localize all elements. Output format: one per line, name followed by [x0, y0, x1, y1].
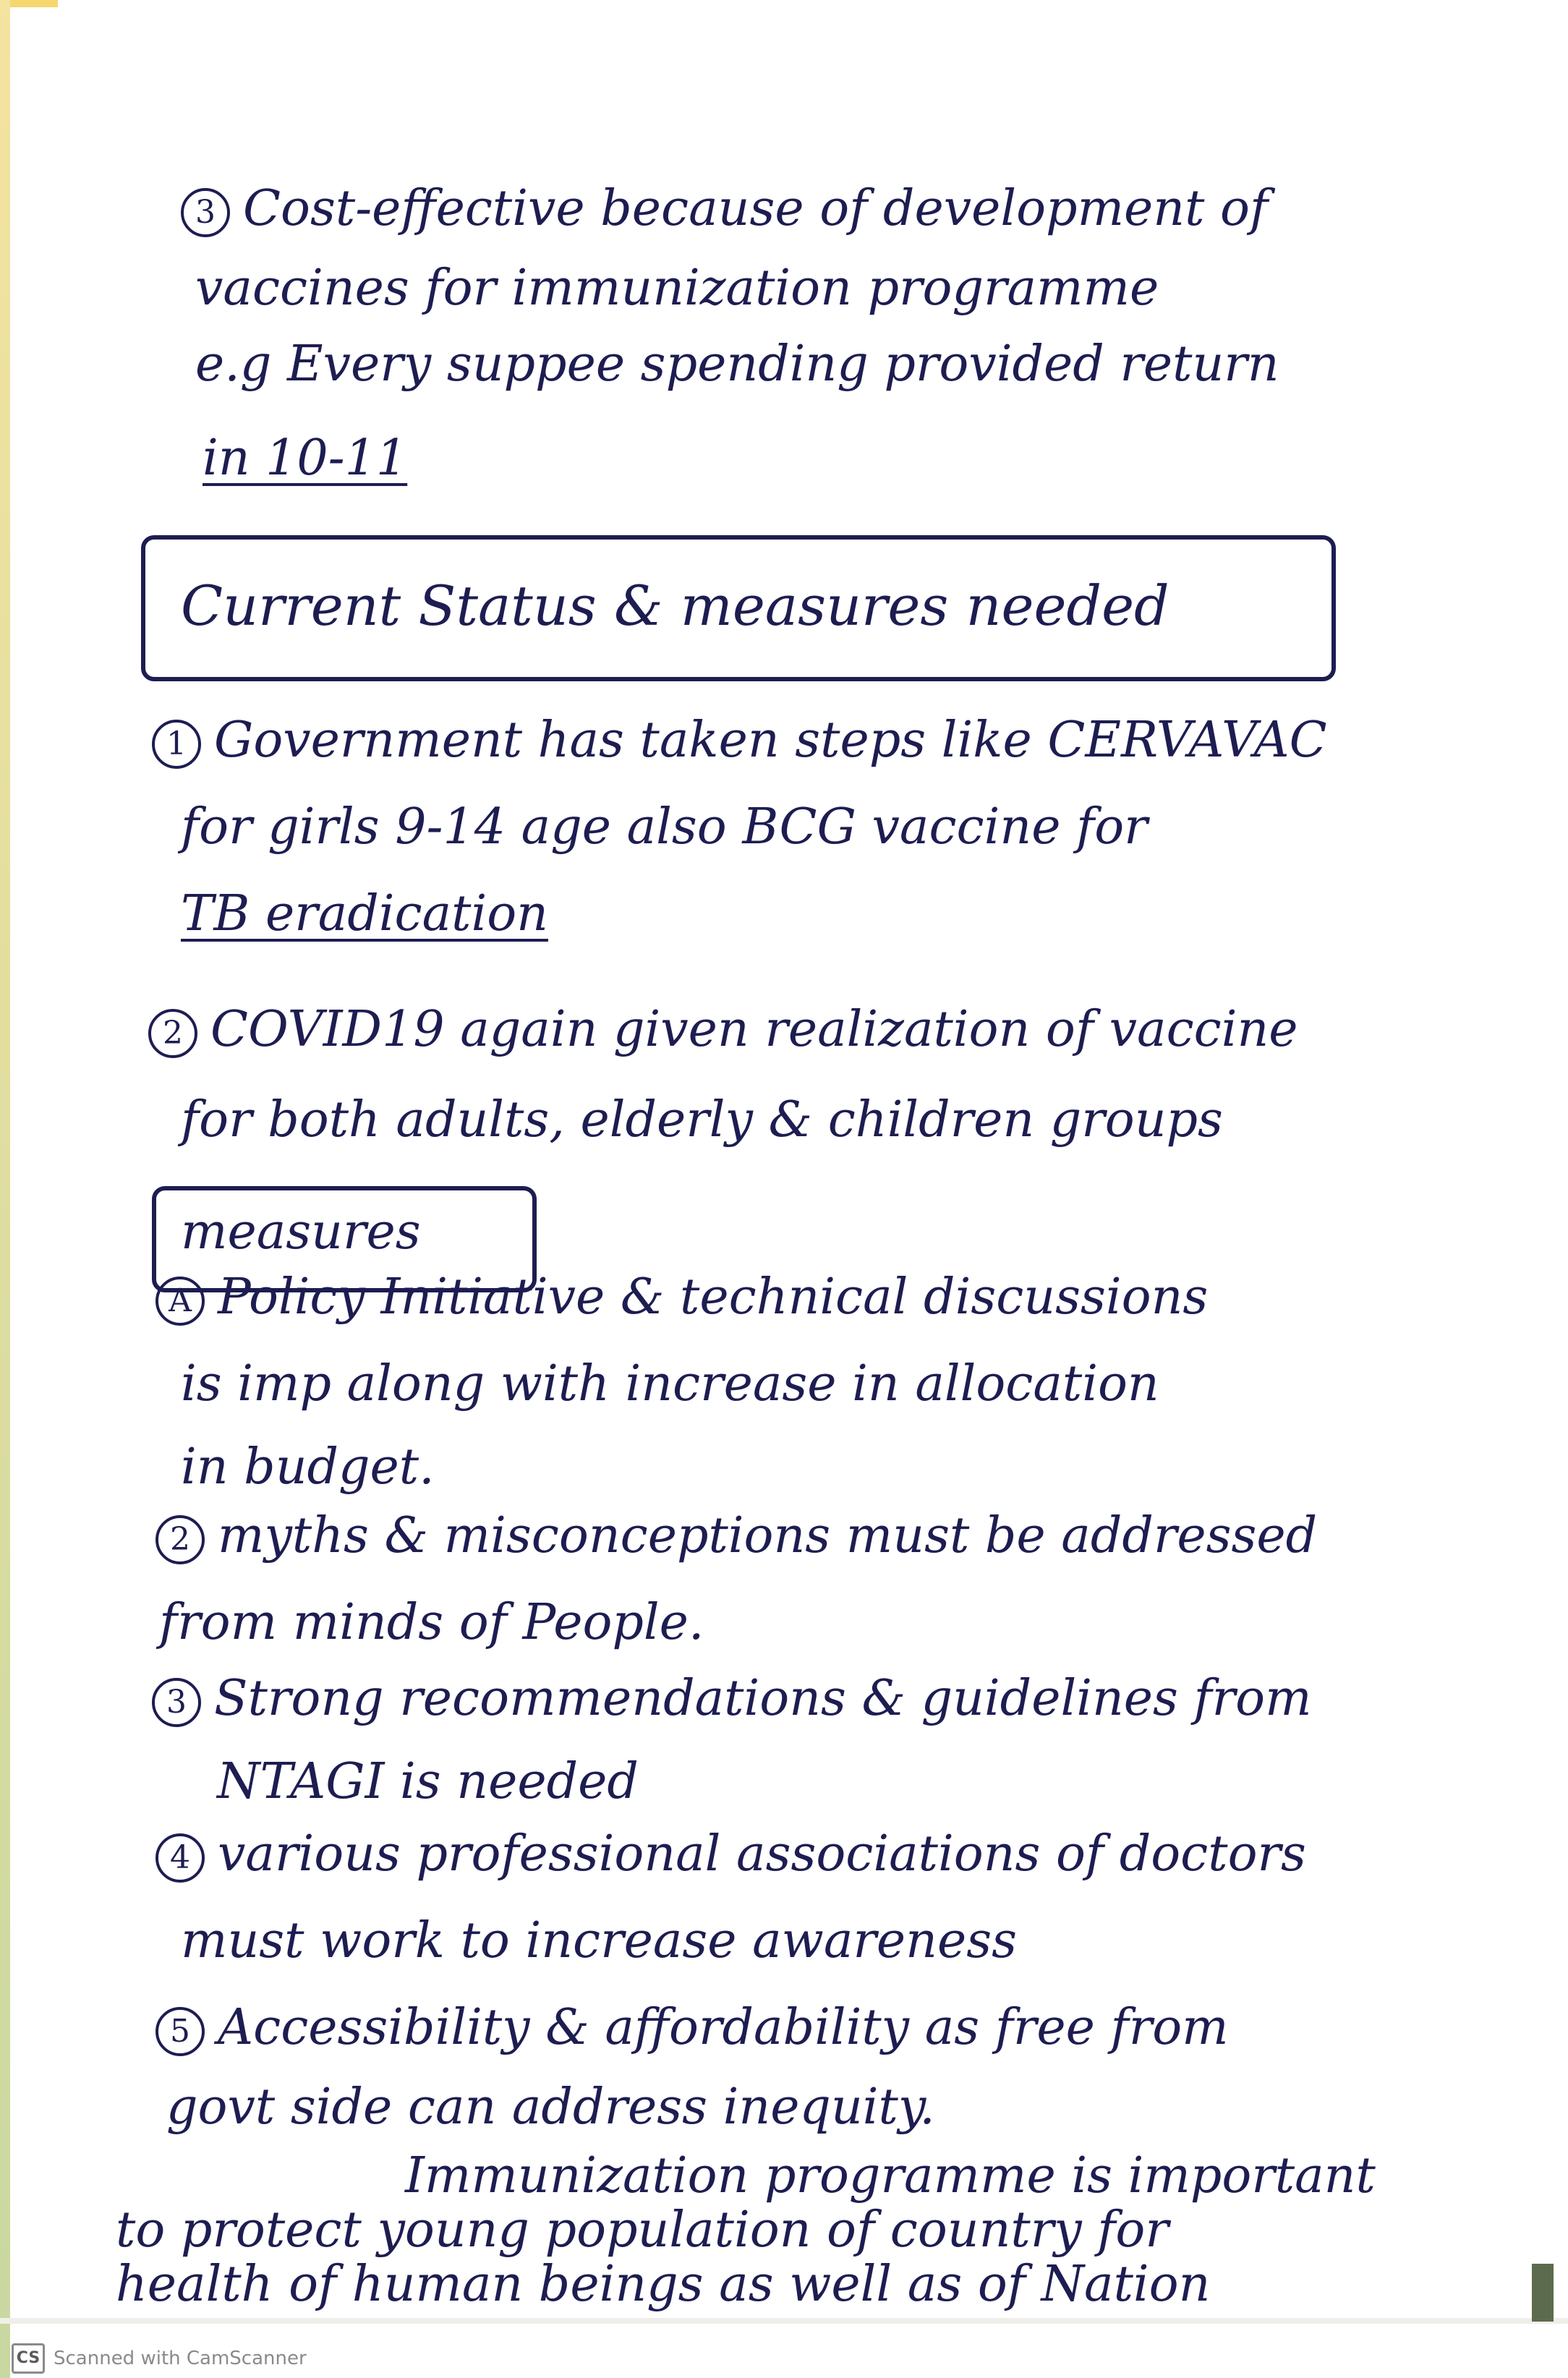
number-circle: A: [155, 1277, 205, 1326]
camscanner-logo-icon: CS: [12, 2343, 45, 2374]
point-3-line-1: 3 Cost-effective because of development of: [181, 184, 1268, 237]
measure-3-line-1: 3 Strong recommendations & guidelines from: [152, 1674, 1312, 1727]
number-circle: 5: [155, 2007, 205, 2056]
status-2-line-1: 2 COVID19 again given realization of vaccine: [148, 1005, 1298, 1058]
watermark-text: Scanned with CamScanner: [54, 2348, 307, 2369]
conclusion-line-2: to protect young population of country for: [116, 2202, 1169, 2259]
measure-5-line-1: 5 Accessibility & affordability as free from: [155, 2003, 1229, 2056]
point-3-line-2: vaccines for immunization programme: [195, 260, 1159, 317]
measure-a-line-1: A Policy Initiative & technical discussions: [155, 1273, 1208, 1326]
status-1-line-1: 1 Government has taken steps like CERVAVAC: [152, 716, 1327, 769]
status-1-line-2: for girls 9-14 age also BCG vaccine for: [181, 798, 1148, 856]
measure-4-line-1: 4 various professional associations of doctors: [155, 1830, 1306, 1883]
number-circle: 3: [181, 188, 230, 237]
status-2-line-2: for both adults, elderly & children groups: [181, 1091, 1223, 1148]
number-circle: 2: [148, 1009, 197, 1058]
conclusion-line-1: Immunization programme is important: [405, 2147, 1376, 2204]
point-3-line-3: e.g Every suppee spending provided return: [195, 336, 1279, 393]
section-heading: Current Status & measures needed: [181, 574, 1169, 638]
measure-5-line-2: govt side can address inequity.: [166, 2079, 935, 2136]
point-3-line-4: in 10-11: [203, 430, 408, 487]
measure-a-line-2: is imp along with increase in allocation: [181, 1355, 1159, 1412]
measure-2-line-2: from minds of People.: [159, 1594, 704, 1651]
measure-4-line-2: must work to increase awareness: [181, 1912, 1017, 1969]
status-1-line-3: TB eradication: [181, 885, 548, 942]
number-circle: 1: [152, 720, 201, 769]
conclusion-line-3: health of human beings as well as of Nation: [116, 2256, 1211, 2313]
measure-a-line-3: in budget.: [181, 1439, 435, 1496]
camscanner-watermark: [12, 2343, 307, 2374]
measure-2-line-1: 2 myths & misconceptions must be addressed: [155, 1512, 1317, 1564]
measure-3-line-2: NTAGI is needed: [217, 1753, 639, 1810]
page-edge-left: [0, 0, 10, 2378]
measures-label: measures: [181, 1203, 421, 1261]
number-circle: 3: [152, 1678, 201, 1727]
page-edge-bottom: [0, 2318, 1568, 2324]
corner-mark: [1532, 2264, 1554, 2322]
number-circle: 4: [155, 1833, 205, 1883]
number-circle: 2: [155, 1515, 205, 1564]
